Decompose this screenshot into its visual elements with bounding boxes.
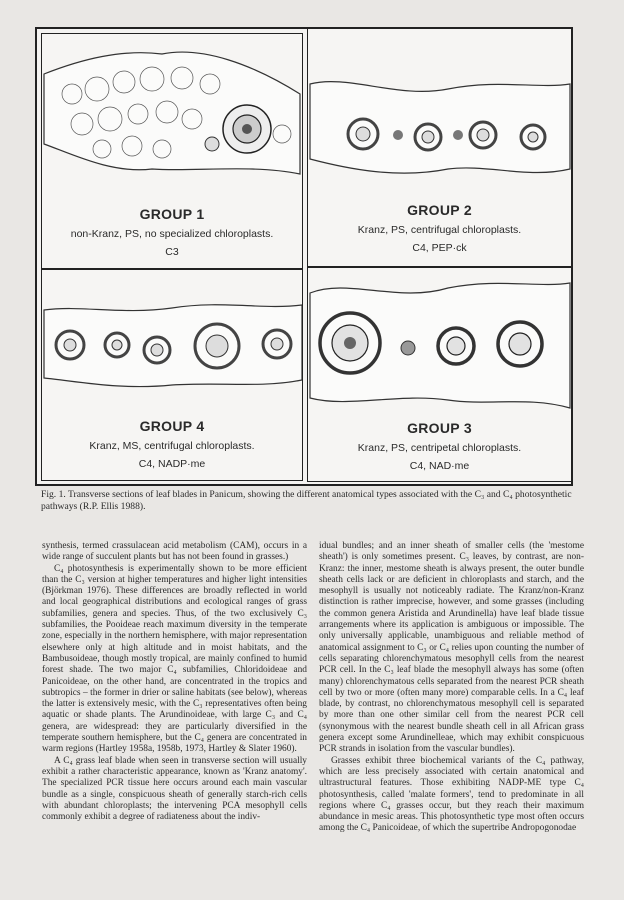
group-title: GROUP 2 bbox=[407, 202, 472, 218]
leaf-section-drawing-2 bbox=[308, 29, 571, 179]
leaf-section-drawing-3 bbox=[308, 268, 571, 413]
group-title: GROUP 4 bbox=[139, 418, 205, 434]
leaf-section-drawing-1 bbox=[42, 34, 303, 184]
group-description: Kranz, MS, centrifugal chloroplasts. bbox=[89, 440, 255, 452]
leaf-section-drawing-4 bbox=[42, 270, 303, 410]
panel-caption-1 bbox=[42, 206, 302, 258]
panel-caption-3 bbox=[308, 420, 571, 472]
panel-group-1 bbox=[41, 33, 303, 269]
figure-caption: Fig. 1. Transverse sections of leaf blades in Panicum, showing the different anatomical types associated with the C₃ and C₄ photosynthetic pathways (R.P. Ellis 1988). bbox=[41, 489, 572, 512]
paragraph: Grasses exhibit three biochemical variants of the C₄ pathway, which are less precisely associated with certain anatomical and ultrastructural features. Those exhibiting NADP-ME type C₄ photosynthesis, called 'malate formers', tend to predominate in all regions where C₄ grasses occur, but they reach their maximum abundance in mesic areas. This photosynthetic type most often occurs among the C₄ Panicoideae, of which the supertribe Andropogonodae bbox=[319, 755, 584, 834]
panel-group-3 bbox=[307, 267, 571, 482]
group-description: Kranz, PS, centripetal chloroplasts. bbox=[357, 442, 522, 454]
paragraph: C₄ photosynthesis is experimentally shown to be more efficient than the C₃ version at higher temperatures and higher light intensities (Björkman 1976). These differences are broadly reflected in world and local geographical distributions and ecological ranges of grass subfamilies, genera and species. Thus, of the two exclusively C₃ subfamilies, the Pooideae reach maximum diversity in the temperate zone, especially in the northern hemisphere, with major representation elsewhere only at high altitude and in moist habitats, and the Bambusoideae, though mostly tropical, are mainly confined to humid forest shade. The two major C₄ subfamilies, Chloridoideae and Panicoideae, on the other hand, are concentrated in the tropics and subtropics – the former in drier or saline habitats (see below), whereas the latter is extensively mesic, with the C₃ representatives often being aquatic or shade plants. The Arundinoideae, with large C₃ and C₄ genera, are widespread: they are particularly diversified in the temperate southern hemisphere, but the C₄ genera are concentrated in warm regions (Hartley 1958a, 1958b, 1973, Hartley & Slater 1960). bbox=[42, 563, 307, 755]
body-column-left bbox=[42, 541, 307, 823]
group-title: GROUP 3 bbox=[407, 420, 472, 436]
group-title: GROUP 1 bbox=[139, 206, 205, 222]
paragraph: A C₄ grass leaf blade when seen in transverse section will usually exhibit a rather characteristic appearance, known as 'Kranz anatomy'. The specialized PCR tissue here occurs around each main vascular bundle as a single, conspicuous sheath of generally starch-rich cells with abundant chloroplasts; the intervening PCA mesophyll cells commonly exhibit a degree of radiateness about the indiv- bbox=[42, 755, 307, 823]
paragraph: idual bundles; and an inner sheath of smaller cells (the 'mestome sheath') is only sometimes present. C₃ leaves, by contrast, are non-Kranz: the inner, mestome sheath is always present, the outer bundle sheath cells lack or are deficient in chloroplasts and starch, and the mesophyll is usually not noticeably radiate. The Kranz/non-Kranz distinction is rather imprecise, however, and some grasses (including the common genera Aristida and Arundinella) have leaf blade tissue arrangements where its application is ambiguous or impossible. The only universally applicable, unambiguous and reliable method of anatomical assignment to C₃ or C₄ relies upon counting the number of cells separating chlorenchymatous mesophyll cells from the nearest PCR cell. In the C₃ leaf blade the mesophyll always has some (often many) chlorenchymatous cells separated from the nearest PCR sheath cell by two or more (often many more) comparable cells. In a C₄ leaf blade, by contrast, no chlorenchymatous mesophyll cell is separated by more than one other similar cell from the nearest PCR cell (synonymous with the nearest bundle sheath cell in all African grass genera except some Arundinelleae, which may exhibit conspicuous PCR strands in isolation from the vascular bundles). bbox=[319, 541, 584, 755]
figure-frame bbox=[35, 27, 573, 486]
pathway-type: C4, PEP·ck bbox=[412, 242, 467, 254]
panel-group-4 bbox=[41, 269, 303, 481]
body-column-right bbox=[319, 541, 584, 835]
panel-caption-2 bbox=[308, 202, 571, 254]
pathway-type: C4, NAD·me bbox=[409, 460, 470, 472]
panel-caption-4 bbox=[42, 418, 302, 470]
paragraph: synthesis, termed crassulacean acid metabolism (CAM), occurs in a wide range of succulent plants but has not been found in grasses.) bbox=[42, 541, 307, 563]
pathway-type: C3 bbox=[165, 246, 179, 258]
group-description: Kranz, PS, centrifugal chloroplasts. bbox=[357, 224, 522, 236]
pathway-type: C4, NADP·me bbox=[138, 458, 206, 470]
panel-group-2 bbox=[307, 29, 571, 267]
group-description: non-Kranz, PS, no specialized chloroplasts. bbox=[70, 228, 274, 240]
